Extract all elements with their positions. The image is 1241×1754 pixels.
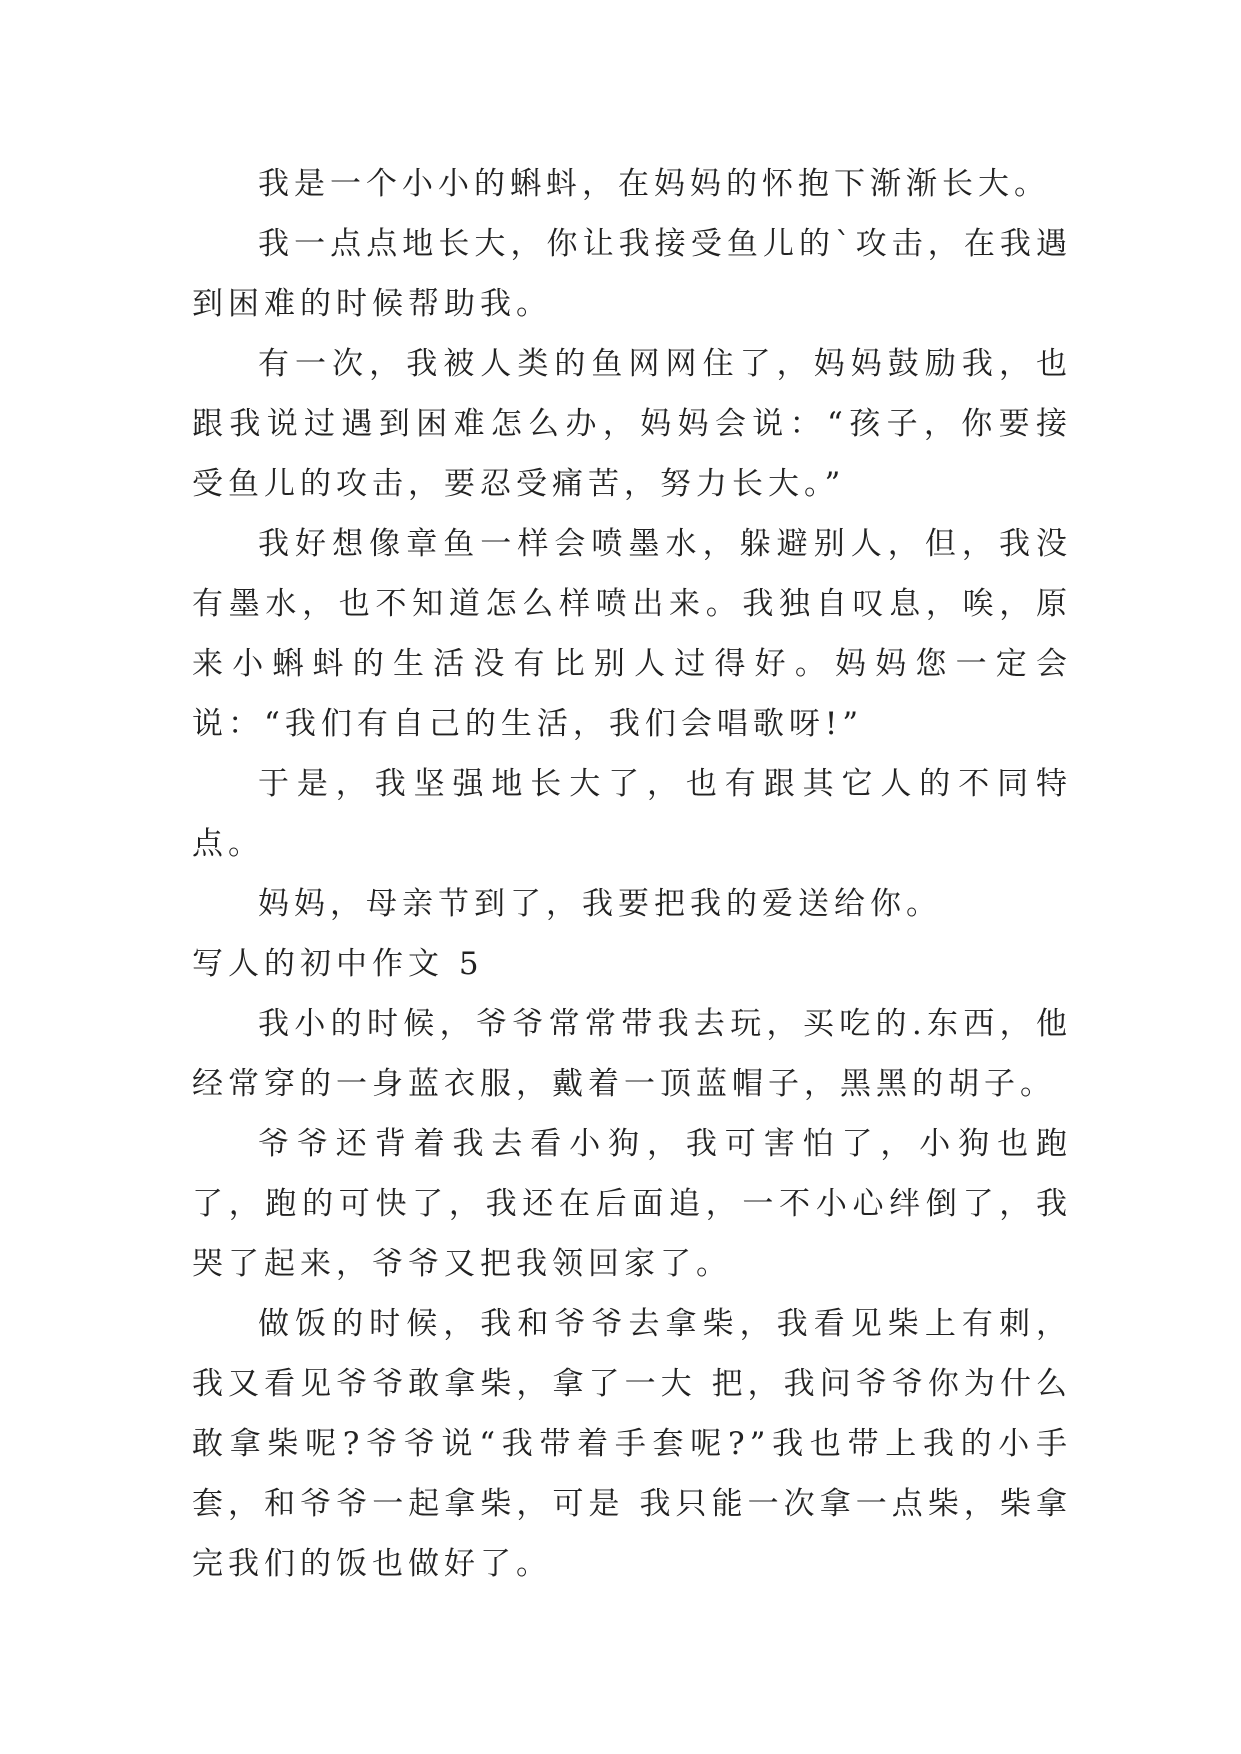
paragraph: 做饭的时候，我和爷爷去拿柴，我看见柴上有刺，我又看见爷爷敢拿柴，拿了一大 把，我问爷爷你为什么敢拿柴呢?爷爷说“我带着手套呢?”我也带上我的小手套，和爷爷一起拿柴，可是 我只能一次拿一点柴，柴拿完我们的饭也做好了。 bbox=[192, 1306, 1072, 1582]
paragraph: 有一次，我被人类的鱼网网住了，妈妈鼓励我，也跟我说过遇到困难怎么办，妈妈会说：“孩子，你要接受鱼儿的攻击，要忍受痛苦，努力长大。” bbox=[192, 346, 1072, 502]
paragraph: 我是一个小小的蝌蚪，在妈妈的怀抱下渐渐长大。 bbox=[258, 166, 1050, 202]
paragraph: 我好想像章鱼一样会喷墨水，躲避别人，但，我没有墨水，也不知道怎么样喷出来。我独自叹息，唉，原来小蝌蚪的生活没有比别人过得好。妈妈您一定会说：“我们有自己的生活，我们会唱歌呀!” bbox=[192, 526, 1072, 742]
paragraph: 我小的时候，爷爷常常带我去玩，买吃的.东西，他经常穿的一身蓝衣服，戴着一顶蓝帽子，黑黑的胡子。 bbox=[192, 1006, 1072, 1102]
section-heading: 写人的初中作文 5 bbox=[192, 946, 484, 982]
essay-section-1 bbox=[192, 154, 1072, 934]
essay-section-2 bbox=[192, 934, 1072, 1594]
paragraph: 妈妈，母亲节到了，我要把我的爱送给你。 bbox=[258, 886, 942, 922]
paragraph: 于是，我坚强地长大了，也有跟其它人的不同特点。 bbox=[192, 766, 1072, 862]
paragraph: 爷爷还背着我去看小狗，我可害怕了，小狗也跑了，跑的可快了，我还在后面追，一不小心绊倒了，我哭了起来，爷爷又把我领回家了。 bbox=[192, 1126, 1072, 1282]
paragraph: 我一点点地长大，你让我接受鱼儿的`攻击，在我遇到困难的时候帮助我。 bbox=[192, 226, 1072, 322]
